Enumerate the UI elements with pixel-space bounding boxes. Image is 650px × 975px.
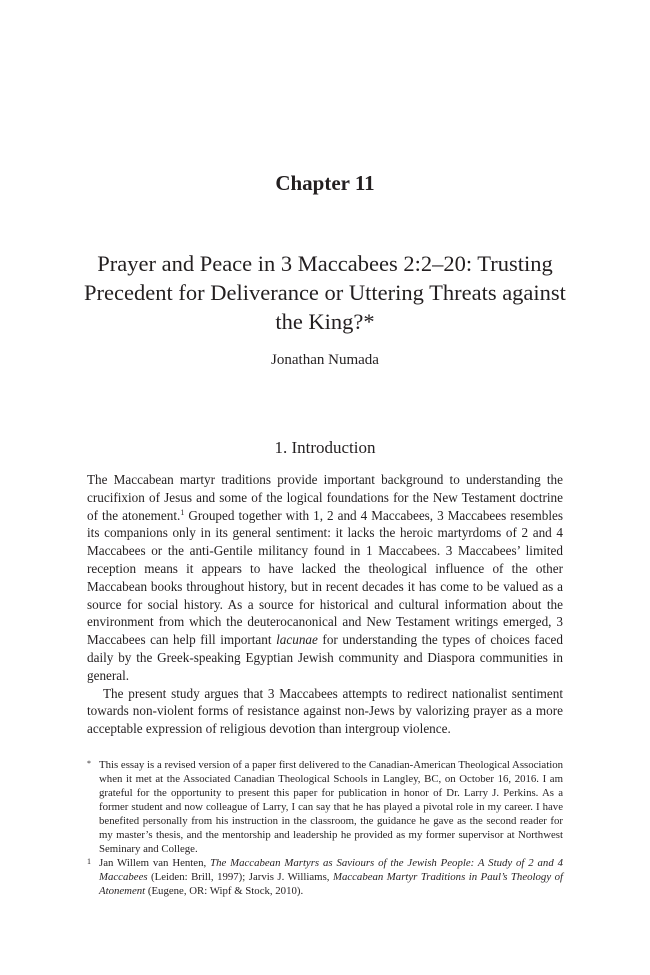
paragraph-1-part-b: Grouped together with 1, 2 and 4 Maccabees, 3 Maccabees resembles its companions only in its general sentiment: it lacks the heroic martyrdoms of 2 and 4 Maccabees or the anti-Gentile militancy found in 1 Maccabees. 3 Maccabees’ limited reception means it appears to have lacked the theological influence of the other Maccabean books throughout history, but in recent decades it has come to be valued as a source for social history. As a source for historical and cultural information about the environment from which the deuterocanonical and New Testament writings emerged, 3 Maccabees can help fill important: [87, 507, 563, 648]
footnote-star: [87, 758, 563, 856]
footnote-1-part-c: (Eugene, OR: Wipf & Stock, 2010).: [145, 885, 304, 897]
footnote-star-mark: *: [87, 759, 91, 768]
footnote-1-part-b: (Leiden: Brill, 1997); Jarvis J. Williams,: [147, 871, 333, 883]
footnote-1-title-1: The Maccabean Martyrs as Saviours of the Jewish People: A Study of 2 and 4 Maccabees: [99, 857, 563, 883]
chapter-title: Prayer and Peace in 3 Maccabees 2:2–20: Trusting Precedent for Deliverance or Uttering Threats against the King?*: [84, 251, 566, 334]
footnote-reference-1[interactable]: 1: [180, 507, 185, 517]
footnote-1-part-a: Jan Willem van Henten,: [99, 857, 211, 869]
chapter-label: Chapter 11: [275, 171, 375, 195]
footnotes: [87, 758, 563, 898]
paragraph-1-part-c: for understanding the types of choices faced daily by the Greek-speaking Egyptian Jewish community and Diaspora communities in general.: [87, 632, 563, 683]
paragraph-1-italic-term: lacunae: [276, 632, 318, 648]
section-heading: 1. Introduction: [274, 438, 376, 457]
footnote-1: [87, 856, 563, 898]
paragraph-1-part-a: The Maccabean martyr traditions provide important background to understanding the crucifixion of Jesus and some of the logical foundations for the New Testament doctrine of the atonement.: [87, 472, 563, 523]
footnote-1-title-2: Maccabean Martyr Traditions in Paul’s Theology of Atonement: [99, 871, 563, 897]
paragraph-1: [87, 471, 563, 685]
author-name: Jonathan Numada: [271, 352, 379, 368]
body-text: [87, 471, 563, 738]
footnote-1-mark: 1: [87, 857, 91, 866]
footnote-star-text: This essay is a revised version of a paper first delivered to the Canadian-American Theological Association when it met at the Associated Canadian Theological Schools in Langley, BC, on October 16, 2016. I am grateful for the opportunity to present this paper for publication in honor of Dr. Larry J. Perkins. As a former student and now colleague of Larry, I can say that he has played a pivotal role in my career. I have benefited personally from his instruction in the classroom, the guidance he gave as the second reader for my master’s thesis, and the mentorship and leadership he provided as my former supervisor at Northwest Seminary and College.: [99, 759, 563, 855]
paragraph-2: The present study argues that 3 Maccabees attempts to redirect nationalist sentiment towards non-violent forms of resistance against non-Jews by valorizing prayer as a more acceptable expression of religious devotion than intergroup violence.: [87, 685, 563, 737]
